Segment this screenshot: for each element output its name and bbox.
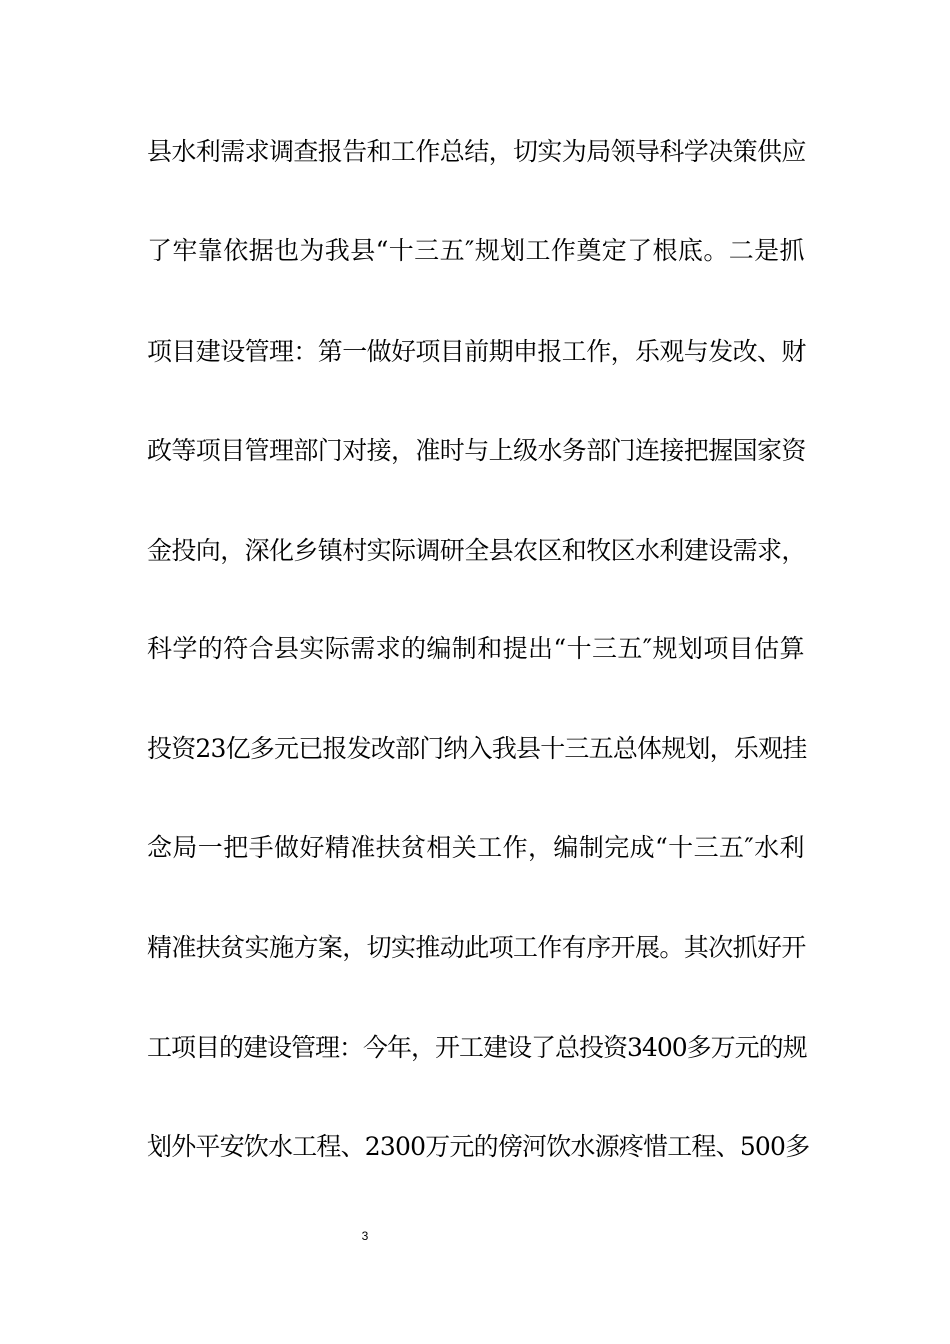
text-line-5: 金投向，深化乡镇村实际调研全县农区和牧区水利建设需求，	[147, 536, 806, 565]
text-line-2: 了牢靠依据也为我县“十三五″规划工作奠定了根底。二是抓	[147, 236, 805, 265]
text-line-6: 科学的符合县实际需求的编制和提出“十三五″规划项目估算	[147, 634, 805, 663]
page-number: 3	[361, 1229, 369, 1243]
text-line-10: 工项目的建设管理：今年，开工建设了总投资3400多万元的规	[147, 1033, 807, 1062]
text-line-8: 念局一把手做好精准扶贫相关工作，编制完成“十三五″水利	[147, 833, 805, 862]
text-line-4: 政等项目管理部门对接，准时与上级水务部门连接把握国家资	[147, 436, 806, 465]
text-line-7: 投资23亿多元已报发改部门纳入我县十三五总体规划，乐观挂	[147, 734, 807, 763]
text-line-9: 精准扶贫实施方案，切实推动此项工作有序开展。其次抓好开	[147, 933, 806, 962]
text-line-3: 项目建设管理：第一做好项目前期申报工作，乐观与发改、财	[147, 337, 806, 366]
text-line-1: 县水利需求调查报告和工作总结，切实为局领导科学决策供应	[147, 137, 806, 166]
text-line-11: 划外平安饮水工程、2300万元的傍河饮水源疼惜工程、500多	[147, 1132, 810, 1161]
